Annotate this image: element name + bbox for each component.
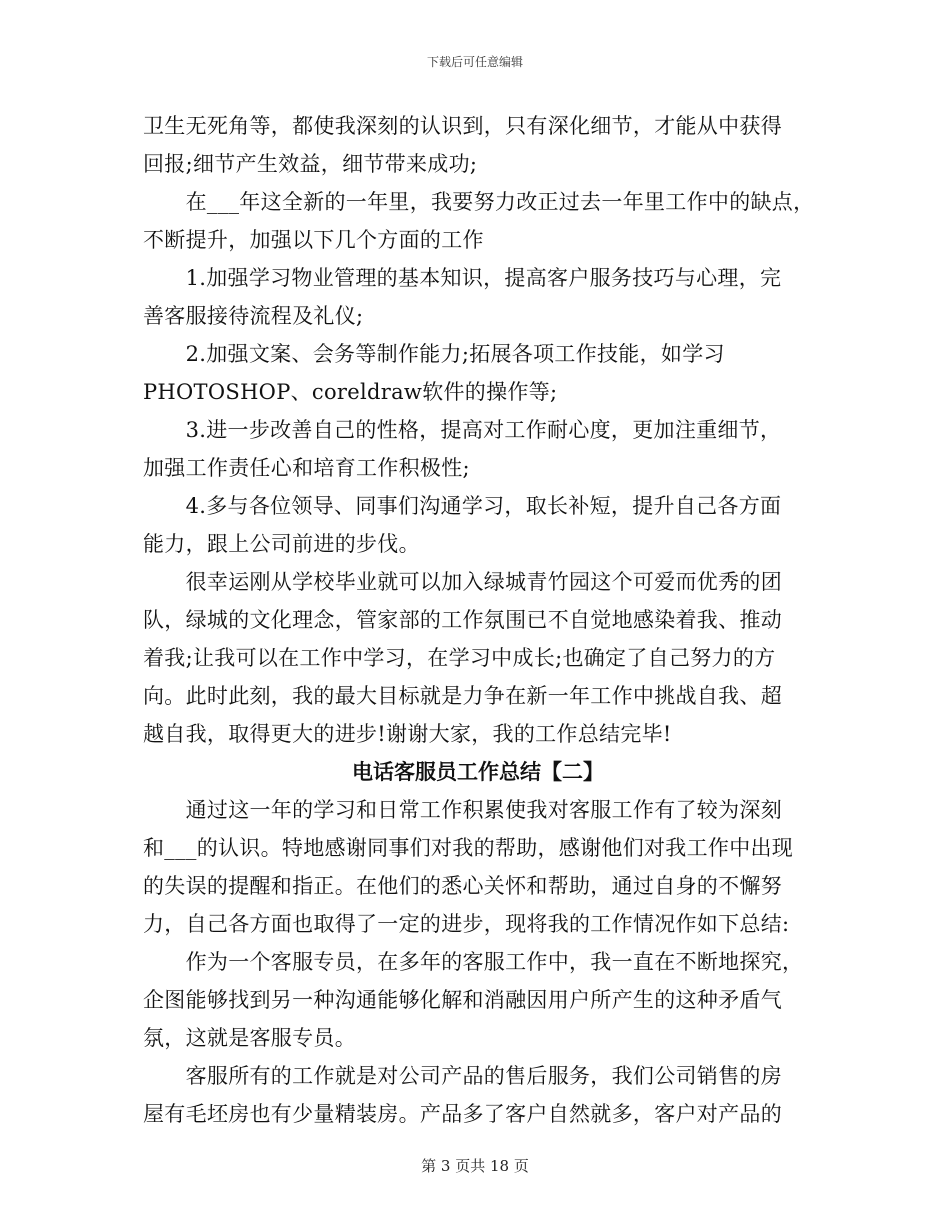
paragraph-line: 和___的认识。特地感谢同事们对我的帮助，感谢他们对我工作中出现 <box>143 836 794 860</box>
paragraph-line: 2.加强文案、会务等制作能力;拓展各项工作技能，如学习 <box>143 342 725 366</box>
paragraph-line: 着我;让我可以在工作中学习，在学习中成长;也确定了自己努力的方 <box>143 646 776 670</box>
paragraph-line: 能力，跟上公司前进的步伐。 <box>143 532 420 556</box>
paragraph-line: 企图能够找到另一种沟通能够化解和消融因用户所产生的这种矛盾气 <box>143 988 782 1012</box>
paragraph-line: PHOTOSHOP、coreldraw软件的操作等; <box>143 380 558 404</box>
paragraph-line: 力，自己各方面也取得了一定的进步，现将我的工作情况作如下总结: <box>143 912 790 936</box>
paragraph-line: 作为一个客服专员，在多年的客服工作中，我一直在不断地探究， <box>143 950 804 974</box>
paragraph-line: 很幸运刚从学校毕业就可以加入绿城青竹园这个可爱而优秀的团 <box>143 570 782 594</box>
paragraph-line: 通过这一年的学习和日常工作积累使我对客服工作有了较为深刻 <box>143 798 782 822</box>
paragraph-line: 越自我，取得更大的进步!谢谢大家，我的工作总结完毕! <box>143 722 672 746</box>
paragraph-line: 在___年这全新的一年里，我要努力改正过去一年里工作中的缺点， <box>143 190 815 214</box>
paragraph-line: 3.进一步改善自己的性格，提高对工作耐心度，更加注重细节， <box>143 418 782 442</box>
section-title: 电话客服员工作总结【二】 <box>352 760 604 784</box>
paragraph-line: 向。此时此刻，我的最大目标就是力争在新一年工作中挑战自我、超 <box>143 684 782 708</box>
document-body <box>143 107 813 1133</box>
paragraph-line: 客服所有的工作就是对公司产品的售后服务，我们公司销售的房 <box>143 1064 782 1088</box>
paragraph-line: 善客服接待流程及礼仪; <box>143 304 364 328</box>
paragraph-line: 队，绿城的文化理念，管家部的工作氛围已不自觉地感染着我、推动 <box>143 608 782 632</box>
paragraph-line: 不断提升，加强以下几个方面的工作 <box>143 228 484 252</box>
paragraph-line: 4.多与各位领导、同事们沟通学习，取长补短，提升自己各方面 <box>143 494 782 518</box>
paragraph-line: 1.加强学习物业管理的基本知识，提高客户服务技巧与心理，完 <box>143 266 782 290</box>
paragraph-line: 加强工作责任心和培育工作积极性; <box>143 456 470 480</box>
paragraph-line: 卫生无死角等，都使我深刻的认识到，只有深化细节，才能从中获得 <box>143 114 782 138</box>
page-header: 下载后可任意编辑 <box>426 55 523 69</box>
page-footer: 第 3 页共 18 页 <box>421 1157 529 1175</box>
paragraph-line: 屋有毛坯房也有少量精装房。产品多了客户自然就多，客户对产品的 <box>143 1102 782 1126</box>
paragraph-line: 回报;细节产生效益，细节带来成功; <box>143 152 478 176</box>
paragraph-line: 氛，这就是客服专员。 <box>143 1026 356 1050</box>
paragraph-line: 的失误的提醒和指正。在他们的悉心关怀和帮助，通过自身的不懈努 <box>143 874 782 898</box>
